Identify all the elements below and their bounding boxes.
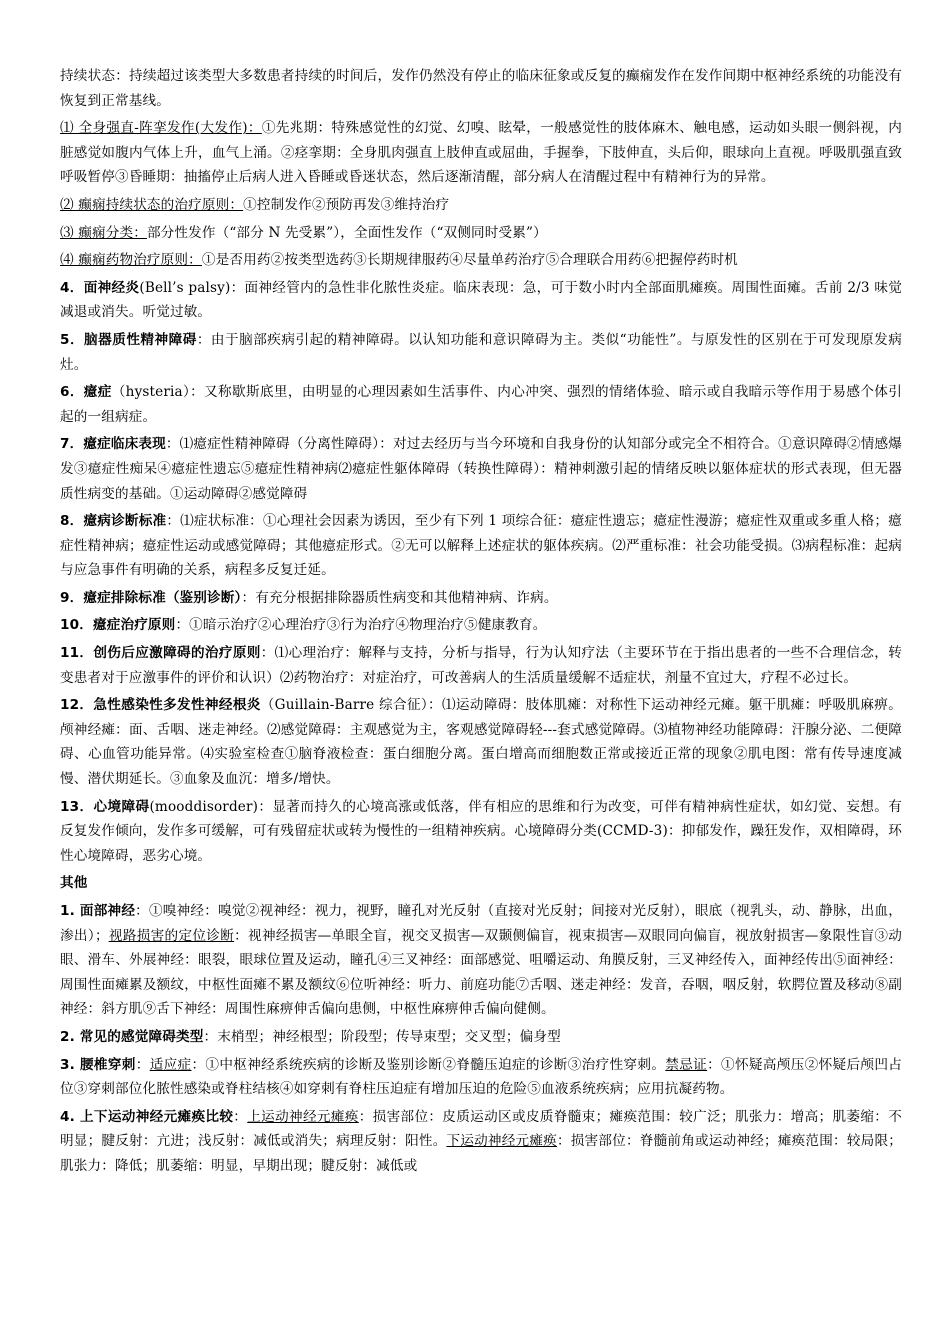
paragraph xyxy=(60,328,902,377)
paragraph xyxy=(60,193,902,218)
body-text: ：⑴心理治疗：解释与支持，分析与指导，行为认知疗法（主要环节在于指出患者的一些不合理信念，转变患者对于应激事件的评价和认识）⑵药物治疗：对症治疗，可改善病人的生活质量缓解不适症状，剂量不宜过大，疗程不必过长。 xyxy=(60,645,902,686)
paragraph xyxy=(60,641,902,690)
item-title: 13．心境障碍 xyxy=(60,798,150,815)
paragraph xyxy=(60,795,902,869)
body-text: 部分性发作（“部分 N 先受累”），全面性发作（“双侧同时受累”） xyxy=(146,224,547,241)
paragraph xyxy=(60,276,902,325)
body-text: ①控制发作②预防再发③维持治疗 xyxy=(243,196,450,213)
paragraph xyxy=(60,1053,902,1102)
paragraph xyxy=(60,380,902,429)
underlined-term: ⑴ 全身强直-阵挛发作(大发作)： xyxy=(60,120,262,137)
paragraph xyxy=(60,693,902,791)
body-text: ： xyxy=(135,1056,150,1073)
underlined-term: ⑵ 癫痫持续状态的治疗原则： xyxy=(60,196,244,213)
paragraph xyxy=(60,248,902,273)
body-text: ：有充分根据排除器质性病变和其他精神病、诈病。 xyxy=(241,589,558,606)
body-text: ：由于脑部疾病引起的精神障碍。以认知功能和意识障碍为主。类似“功能性”。与原发性的区别在于可发现原发病灶。 xyxy=(60,331,902,373)
item-title: 5．脑器质性精神障碍 xyxy=(60,331,197,348)
item-title: 3. 腰椎穿刺 xyxy=(60,1056,136,1073)
body-text: ：损害部位：皮质运动区或皮质脊髓束；瘫痪范围：较广泛；肌张力：增高；肌萎缩：不明显；腱反射：亢进；浅反射：减低或消失；病理反射：阳性。 xyxy=(60,1108,902,1150)
item-title: 9．癔症排除标准（鉴别诊断） xyxy=(60,589,242,606)
item-title: 6．癔症 xyxy=(60,384,112,401)
body-text: 持续状态：持续超过该类型大多数患者持续的时间后，发作仍然没有停止的临床征象或反复的癫痫发作在发作间期中枢神经系统的功能没有恢复到正常基线。 xyxy=(60,68,902,109)
underlined-term: ⑷ 癫痫药物治疗原则： xyxy=(60,252,202,269)
item-title: 4．面神经炎 xyxy=(60,279,140,296)
item-title: 10．癔症治疗原则 xyxy=(60,617,176,634)
body-text: ：⑴癔症性精神障碍（分离性障碍）：对过去经历与当今环境和自我身份的认知部分或完全不相符合。①意识障碍②情感爆发③癔症性痴呆④癔症性遗忘⑤癔症性精神病⑵癔症性躯体障碍（转换性障碍）：精神刺激引起的情绪反映以躯体症状的形式表现，但无器质性病变的基础。①运动障碍②感觉障碍 xyxy=(60,436,902,502)
paragraph xyxy=(60,509,902,583)
paragraph xyxy=(60,613,902,638)
body-text: ： xyxy=(233,1108,248,1125)
body-text: ：视神经损害—单眼全盲，视交叉损害—双颞侧偏盲，视束损害—双眼同向偏盲，视放射损害—象限性盲③动眼、滑车、外展神经：眼裂，眼球位置及运动，瞳孔④三叉神经：面部感觉、咀嚼运动、角膜反射，三叉神经传入，面神经传出⑤面神经：周围性面瘫累及额纹，中枢性面瘫不累及额纹⑥位听神经：听力、前庭功能⑦舌咽、迷走神经：发音，吞咽，咽反射，软腭位置及移动⑧副神经：斜方肌⑨舌下神经：周围性麻痹伸舌偏向患侧，中枢性麻痹伸舌偏向健侧。 xyxy=(60,927,902,1018)
body-text: （hysteria）：又称歇斯底里，由明显的心理因素如生活事件、内心冲突、强烈的情绪体验、暗示或自我暗示等作用于易感个体引起的一组病症。 xyxy=(60,384,902,425)
body-text: ：损害部位：脊髓前角或运动神经；瘫痪范围：较局限；肌张力：降低；肌萎缩：明显，早期出现；腱反射：减低或 xyxy=(60,1133,902,1174)
body-text: (mooddisorder)：显著而持久的心境高涨或低落，伴有相应的思维和行为改变，可伴有精神病性症状，如幻觉、妄想。有反复发作倾向，发作多可缓解，可有残留症状或转为慢性的一组精神疾病。心境障碍分类(CCMD-3)：抑郁发作，躁狂发作，双相障碍，环性心境障碍，恶劣心境。 xyxy=(60,798,902,864)
item-title: 2. 常见的感觉障碍类型 xyxy=(60,1028,204,1045)
item-title: 4. 上下运动神经元瘫痪比较 xyxy=(60,1108,234,1125)
underlined-term: ⑶ 癫痫分类： xyxy=(60,224,147,241)
body-text: ：①怀疑高颅压②怀疑后颅凹占位③穿刺部位化脓性感染或脊柱结核④如穿刺有脊柱压迫症有增加压迫的危险⑤血液系统疾病；应用抗凝药物。 xyxy=(60,1056,903,1098)
underlined-term: 下运动神经元瘫痪 xyxy=(446,1133,557,1150)
section-heading: 其他 xyxy=(60,875,88,892)
paragraph xyxy=(60,116,902,190)
paragraph xyxy=(60,221,902,246)
paragraph xyxy=(60,586,902,611)
body-text: ：①嗅神经：嗅觉②视神经：视力，视野，瞳孔对光反射（直接对光反射；间接对光反射），眼底（视乳头，动、静脉，出血，渗出）； xyxy=(60,903,902,944)
body-text: ①先兆期：特殊感觉性的幻觉、幻嗅、眩晕，一般感觉性的肢体麻木、触电感，运动如头眼一侧斜视，内脏感觉如腹内气体上升，血气上涌。②痉挛期：全身肌肉强直上肢伸直或屈曲，手握拳，下肢伸直，头后仰，眼球向上直视。呼吸肌强直致呼吸暂停③昏睡期：抽搐停止后病人进入昏睡或昏迷状态，然后逐渐清醒，部分病人在清醒过程中有精神行为的异常。 xyxy=(60,120,902,186)
body-text: （Guillain-Barre 综合征）：⑴运动障碍：肢体肌瘫：对称性下运动神经元瘫。躯干肌瘫：呼吸肌麻痹。颅神经瘫：面、舌咽、迷走神经。⑵感觉障碍：主观感觉为主，客观感觉障碍轻---套式感觉障碍。⑶植物神经功能障碍：汗腺分泌、二便障碍、心血管功能异常。⑷实验室检查①脑脊液检查：蛋白细胞分离。蛋白增高而细胞数正常或接近正常的现象②肌电图：常有传导速度减慢、潜伏期延长。③血象及血沉：增多/增快。 xyxy=(60,697,902,788)
item-title: 8．癔病诊断标准 xyxy=(60,513,167,530)
item-title: 11．创伤后应激障碍的治疗原则 xyxy=(60,645,261,662)
body-text: (Bell’s palsy)：面神经管内的急性非化脓性炎症。临床表现：急，可于数小时内全部面肌瘫痪。周围性面瘫。舌前 2/3 味觉减退或消失。听觉过敏。 xyxy=(60,279,903,321)
underlined-term: 视路损害的定位诊断 xyxy=(108,927,235,944)
item-title: 7．癔症临床表现 xyxy=(60,436,166,453)
paragraph xyxy=(60,1025,902,1050)
paragraph xyxy=(60,1105,902,1179)
body-text: ：末梢型；神经根型；阶段型；传导束型；交叉型；偏身型 xyxy=(203,1028,561,1045)
underlined-term: 上运动神经元瘫痪 xyxy=(247,1108,359,1125)
body-text: ：①暗示治疗②心理治疗③行为治疗④物理治疗⑤健康教育。 xyxy=(175,617,547,634)
body-text: ①是否用药②按类型选药③长期规律服药④尽量单药治疗⑤合理联合用药⑥把握停药时机 xyxy=(201,252,738,269)
paragraph xyxy=(60,899,902,1022)
paragraph xyxy=(60,432,902,506)
item-title: 12．急性感染性多发性神经根炎 xyxy=(60,697,261,714)
underlined-term: 适应症 xyxy=(149,1056,192,1073)
body-text: ：⑴症状标准：①心理社会因素为诱因，至少有下列 1 项综合征：癔症性遗忘；癔症性漫游；癔症性双重或多重人格；癔症性精神病；癔症性运动或感觉障碍；其他癔症形式。②无可以解释上述症状的躯体疾病。⑵严重标准：社会功能受损。⑶病程标准：起病与应急事件有明确的关系，病程多反复迁延。 xyxy=(60,513,902,579)
item-title: 1. 面部神经 xyxy=(60,903,136,919)
underlined-term: 禁忌证 xyxy=(665,1056,708,1073)
paragraph xyxy=(60,64,902,113)
body-text: ：①中枢神经系统疾病的诊断及鉴别诊断②脊髓压迫症的诊断③治疗性穿刺。 xyxy=(191,1056,666,1073)
